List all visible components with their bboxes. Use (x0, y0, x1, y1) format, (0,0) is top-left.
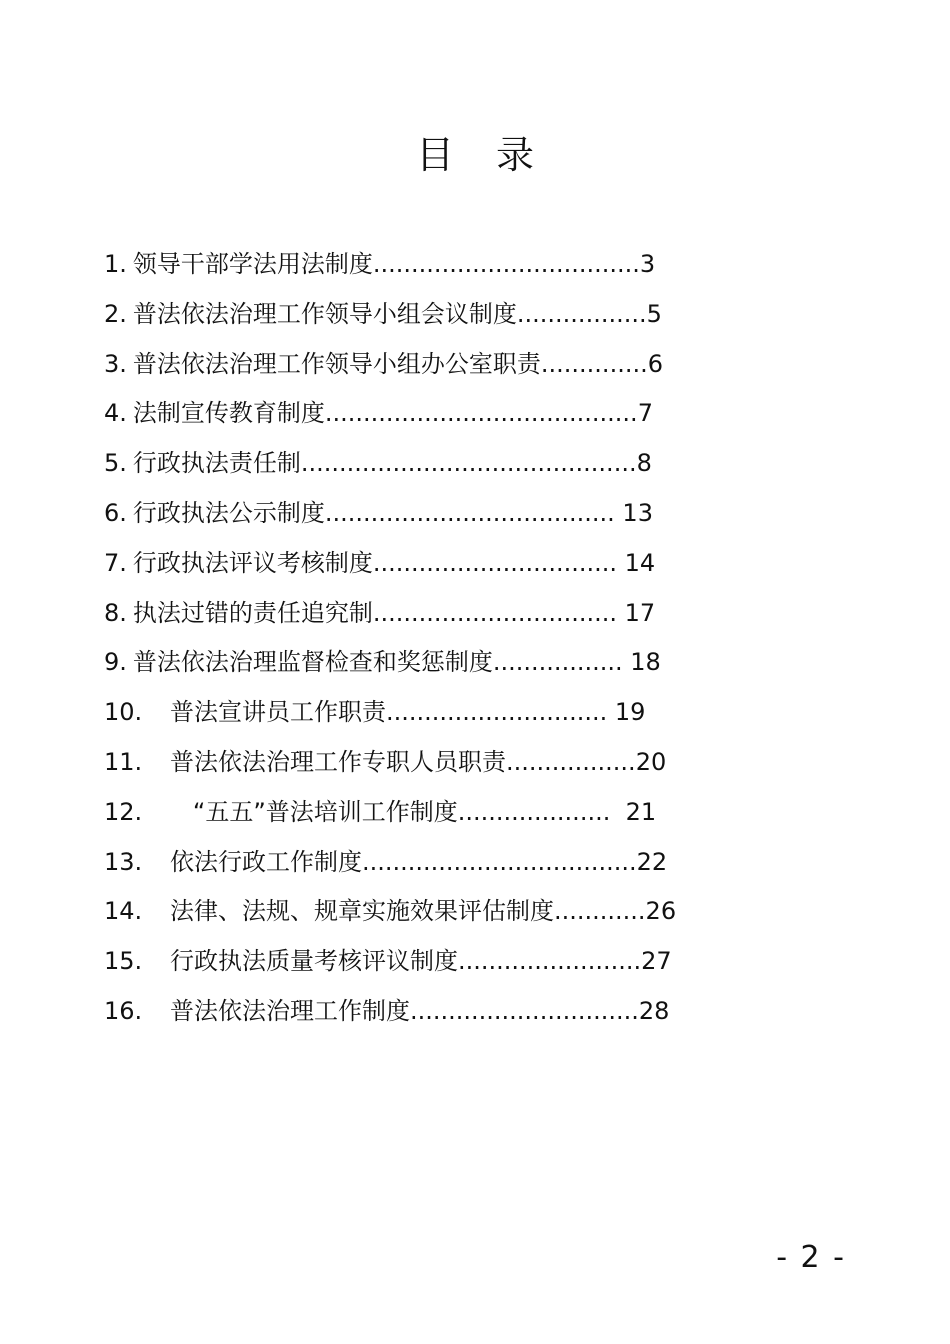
toc-entry-number: 9. (104, 648, 127, 677)
toc-entry (104, 443, 824, 493)
toc-entry (104, 344, 824, 394)
toc-entry (104, 692, 824, 742)
toc-entry-number: 2. (104, 299, 127, 328)
toc-entry-number: 15. (104, 947, 143, 976)
toc-entry-text: 行政执法责任制............................................8 (132, 449, 652, 478)
page-number: - 2 - (776, 1240, 846, 1275)
toc-entry (104, 393, 824, 443)
toc-entry-number: 16. (104, 996, 143, 1025)
toc-entry (104, 294, 824, 344)
toc-entry-number: 6. (104, 498, 127, 527)
toc-entry-text: 行政执法公示制度...................................... 13 (132, 498, 653, 527)
toc-entry (104, 493, 824, 543)
toc-entry (104, 842, 824, 892)
toc-entry-number: 4. (104, 399, 127, 428)
toc-entry (104, 991, 824, 1041)
toc-entry-text: 执法过错的责任追究制................................ 17 (132, 598, 656, 627)
toc-entry (104, 941, 824, 991)
toc-entry-number: 7. (104, 548, 127, 577)
toc-entry-number: 1. (104, 250, 127, 278)
toc-entry-text: “五五”普法培训工作制度.................... 21 (170, 797, 657, 826)
toc-entry-text: 普法依法治理监督检查和奖惩制度................. 18 (132, 648, 661, 677)
toc-entry-text: 普法依法治理工作制度..............................28 (170, 996, 670, 1025)
toc-entry-text: 普法宣讲员工作职责............................. 19 (170, 698, 646, 727)
toc-entry-text: 行政执法评议考核制度................................ 14 (132, 548, 656, 577)
toc-entry-text: 普法依法治理工作领导小组办公室职责..............6 (132, 349, 663, 378)
toc-entry (104, 792, 824, 842)
toc-entry (104, 642, 824, 692)
table-of-contents (104, 244, 824, 1041)
toc-entry-number: 5. (104, 449, 127, 478)
toc-entry (104, 742, 824, 792)
toc-entry-number: 14. (104, 897, 143, 926)
toc-entry-number: 13. (104, 847, 143, 876)
toc-entry (104, 593, 824, 643)
toc-entry-number: 8. (104, 598, 127, 627)
toc-entry-text: 普法依法治理工作领导小组会议制度.................5 (132, 299, 662, 328)
toc-entry-number: 12. (104, 797, 143, 826)
toc-entry-text: 法制宣传教育制度.........................................7 (132, 399, 653, 428)
toc-entry-text: 领导干部学法用法制度...................................3 (132, 250, 656, 278)
toc-entry (104, 891, 824, 941)
toc-entry-number: 3. (104, 349, 127, 378)
toc-entry (104, 244, 824, 294)
toc-entry-number: 10. (104, 698, 143, 727)
toc-entry-text: 行政执法质量考核评议制度........................27 (170, 947, 672, 976)
toc-entry-number: 11. (104, 747, 143, 776)
toc-entry-text: 依法行政工作制度....................................22 (170, 847, 668, 876)
toc-entry (104, 543, 824, 593)
toc-entry-text: 法律、法规、规章实施效果评估制度............26 (170, 897, 677, 926)
toc-entry-text: 普法依法治理工作专职人员职责.................20 (170, 747, 667, 776)
page-title: 目录 (415, 133, 576, 177)
